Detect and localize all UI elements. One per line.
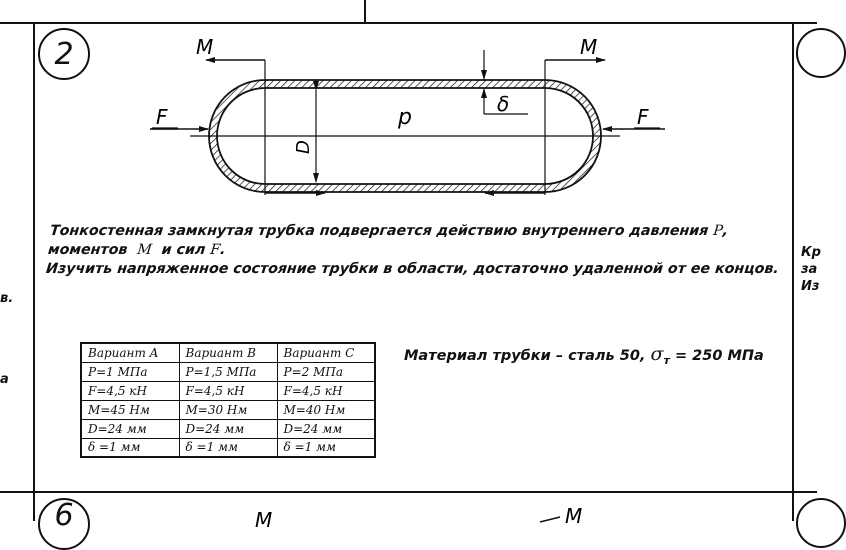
label-thickness: δ bbox=[497, 92, 510, 116]
table-cell: M=30 Нм bbox=[179, 400, 277, 419]
problem-number: 2 bbox=[54, 36, 74, 72]
label-moment-right: M bbox=[580, 35, 598, 59]
next-problem-number: 6 bbox=[54, 497, 74, 533]
table-header-row bbox=[81, 343, 375, 362]
frame-bottom-line bbox=[0, 491, 817, 493]
left-fragment-2: a bbox=[0, 372, 9, 387]
label-force-left: F bbox=[156, 105, 168, 129]
table-cell: P=1 МПа bbox=[81, 362, 179, 381]
material-note: Материал трубки – сталь 50, $\sigma_т = 250$ МПа bbox=[404, 343, 764, 367]
table-cell: P=1,5 МПа bbox=[179, 362, 277, 381]
table-row bbox=[81, 381, 375, 400]
table-cell: D=24 мм bbox=[277, 419, 375, 438]
table-header-cell: Вариант C bbox=[277, 343, 375, 362]
table-row bbox=[81, 438, 375, 457]
table-cell: F=4,5 кН bbox=[277, 381, 375, 400]
table-cell: F=4,5 кН bbox=[179, 381, 277, 400]
right-fragment-2: за bbox=[801, 262, 818, 277]
table-row bbox=[81, 400, 375, 419]
right-fragment-1: Кр bbox=[801, 245, 821, 260]
description-line-3: Изучить напряженное состояние трубки в области, достаточно удаленной от ее концов. bbox=[45, 261, 780, 277]
table-cell: M=45 Нм bbox=[81, 400, 179, 419]
table-cell: P=2 МПа bbox=[277, 362, 375, 381]
table-cell: δ =1 мм bbox=[179, 438, 277, 457]
table-cell: F=4,5 кН bbox=[81, 381, 179, 400]
table-row bbox=[81, 419, 375, 438]
variants-table bbox=[80, 342, 376, 458]
bottom-moment-label-2: M bbox=[565, 504, 583, 528]
table-cell: D=24 мм bbox=[179, 419, 277, 438]
bottom-moment-label-1: M bbox=[255, 508, 273, 532]
table-header-cell: Вариант A bbox=[81, 343, 179, 362]
label-diameter: D bbox=[293, 140, 314, 154]
table-row bbox=[81, 362, 375, 381]
table-cell: δ =1 мм bbox=[277, 438, 375, 457]
tube-drawing bbox=[0, 0, 817, 215]
problem-description bbox=[45, 222, 781, 279]
label-moment-left: M bbox=[196, 35, 214, 59]
left-fragment-1: в. bbox=[0, 291, 14, 306]
yield-stress-symbol: σ bbox=[650, 343, 664, 365]
label-pressure: p bbox=[398, 105, 412, 130]
description-line-2: моментов M и сил F. bbox=[47, 242, 227, 258]
table-cell: δ =1 мм bbox=[81, 438, 179, 457]
next-problem-drawing-fragment bbox=[0, 495, 817, 532]
label-force-right: F bbox=[637, 105, 649, 129]
right-fragment-3: Из bbox=[801, 279, 820, 294]
table-cell: D=24 мм bbox=[81, 419, 179, 438]
description-line-1: Тонкостенная замкнутая трубка подвергается действию внутреннего давления P, bbox=[49, 223, 730, 239]
table-cell: M=40 Нм bbox=[277, 400, 375, 419]
table-header-cell: Вариант B bbox=[179, 343, 277, 362]
